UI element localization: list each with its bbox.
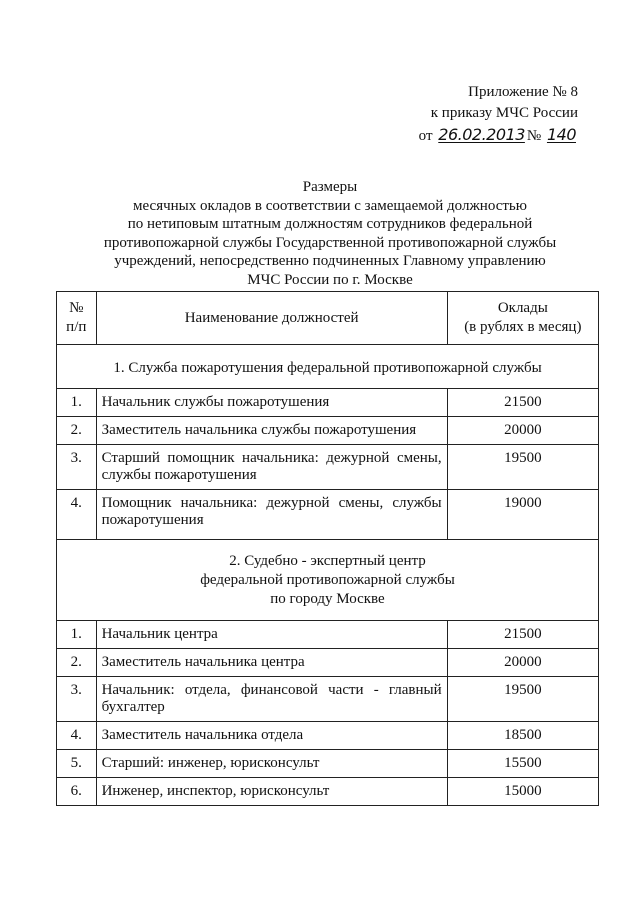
row-position: Начальник: отдела, финансовой части - главный бухгалтер [96, 677, 447, 722]
row-salary: 20000 [447, 417, 598, 445]
appendix-order-ref: к приказу МЧС России [430, 105, 578, 121]
table-row [57, 677, 599, 722]
table-row [57, 417, 599, 445]
table-row [57, 649, 599, 677]
section-2-title-line-2: федеральной противопожарной службы [200, 571, 455, 588]
header-num-symbol: № [69, 300, 84, 316]
appendix-number: Приложение № 8 [468, 84, 578, 100]
title-line-5: МЧС России по г. Москве [247, 271, 413, 288]
section-1-title: 1. Служба пожаротушения федеральной противопожарной службы [57, 345, 599, 389]
header-salary-title: Оклады [497, 300, 548, 316]
title-line-2: по нетиповым штатным должностям сотрудников федеральной [127, 216, 533, 233]
header-num [57, 292, 97, 345]
row-position: Начальник центра [96, 621, 447, 649]
appendix-date-line [419, 124, 578, 147]
row-position: Заместитель начальника отдела [96, 722, 447, 750]
appendix-block [419, 82, 578, 147]
row-position: Заместитель начальника центра [96, 649, 447, 677]
row-num: 6. [57, 778, 97, 806]
salary-table [56, 291, 599, 806]
title-line-3: противопожарной службы Государственной противопожарной службы [103, 234, 557, 251]
table-row [57, 722, 599, 750]
row-position: Помощник начальника: дежурной смены, службы пожаротушения [96, 490, 447, 540]
section-1-header [57, 345, 599, 389]
title-line-4: учреждений, непосредственно подчиненных Главному управлению [114, 253, 546, 270]
row-salary: 19500 [447, 677, 598, 722]
row-salary: 15000 [447, 778, 598, 806]
row-salary: 15500 [447, 750, 598, 778]
row-num: 1. [57, 621, 97, 649]
row-salary: 18500 [447, 722, 598, 750]
row-num: 2. [57, 649, 97, 677]
row-position: Старший: инженер, юрисконсульт [96, 750, 447, 778]
header-name: Наименование должностей [96, 292, 447, 345]
order-number-label: № [526, 128, 542, 144]
row-position: Инженер, инспектор, юрисконсульт [96, 778, 447, 806]
row-salary: 21500 [447, 621, 598, 649]
date-from-label: от [418, 128, 433, 144]
row-num: 3. [57, 677, 97, 722]
table-header-row [57, 292, 599, 345]
row-salary: 21500 [447, 389, 598, 417]
row-position: Заместитель начальника службы пожаротушения [96, 417, 447, 445]
header-salary-unit: (в рублях в месяц) [464, 319, 582, 335]
table-row [57, 490, 599, 540]
row-salary: 19500 [447, 445, 598, 490]
section-2-title-line-3: по городу Москве [270, 590, 385, 607]
document-title [60, 178, 600, 290]
table-row [57, 778, 599, 806]
section-2-header [57, 540, 599, 621]
header-salary [447, 292, 598, 345]
row-num: 1. [57, 389, 97, 417]
order-date: 26.02.2013 [438, 125, 525, 144]
table-row [57, 445, 599, 490]
row-salary: 19000 [447, 490, 598, 540]
row-num: 4. [57, 722, 97, 750]
table-row [57, 389, 599, 417]
header-num-pp: п/п [66, 319, 87, 335]
row-position: Начальник службы пожаротушения [96, 389, 447, 417]
row-salary: 20000 [447, 649, 598, 677]
order-number: 140 [546, 125, 576, 144]
title-heading: Размеры [302, 179, 358, 195]
title-line-1: месячных окладов в соответствии с замещаемой должностью [133, 197, 527, 214]
row-position: Старший помощник начальника: дежурной смены, службы пожаротушения [96, 445, 447, 490]
row-num: 4. [57, 490, 97, 540]
section-2-title-line-1: 2. Судебно - экспертный центр [229, 552, 426, 569]
row-num: 3. [57, 445, 97, 490]
table-row [57, 750, 599, 778]
table-row [57, 621, 599, 649]
row-num: 2. [57, 417, 97, 445]
row-num: 5. [57, 750, 97, 778]
section-2-title [57, 540, 599, 621]
